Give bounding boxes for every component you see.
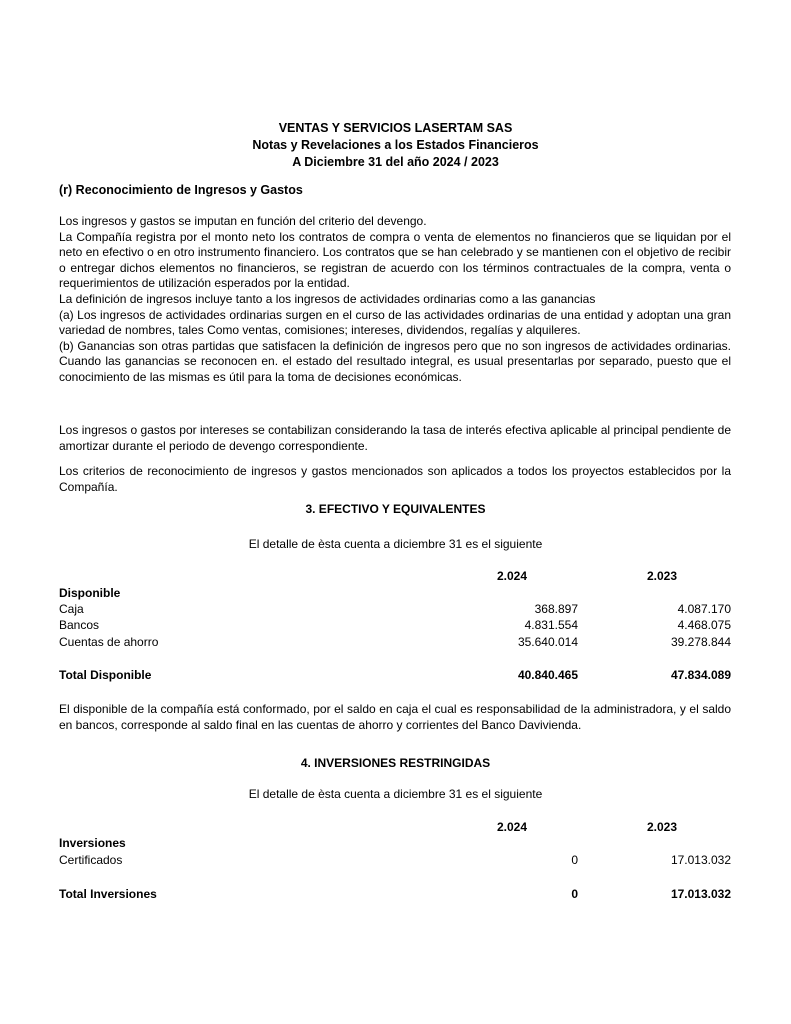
section-3-year-header [59, 568, 731, 584]
section-3-group-label [59, 585, 731, 601]
value-2023: 17.013.032 [670, 853, 731, 867]
section-3-title: 3. EFECTIVO Y EQUIVALENTES [305, 502, 486, 516]
paragraph: La Compañía registra por el monto neto los contratos de compra o venta de elementos no financieros que se liquidan por el neto en efectivo o en otro instrumento financiero. Los contratos que se han celebrado y se mantienen con el objetivo de recibir o entregar dichos elementos no financieros, se registran de acuerdo con los términos contractuales de la compra, venta o requerimientos de utilización esperados por la entidad. [59, 229, 731, 291]
total-label: Total Disponible [59, 668, 152, 682]
table-row [59, 634, 731, 650]
value-2023: 39.278.844 [670, 635, 731, 649]
section-4-year-header [59, 819, 731, 835]
section-4-group-label [59, 835, 731, 851]
year-2023-header: 2.023 [647, 569, 678, 583]
total-2023: 17.013.032 [670, 887, 731, 901]
total-2024: 0 [571, 887, 578, 901]
row-label: Bancos [59, 618, 100, 632]
paragraph: Los ingresos y gastos se imputan en función del criterio del devengo. [59, 214, 427, 228]
section-3-intro: El detalle de èsta cuenta a diciembre 31 es el siguiente [248, 537, 543, 551]
section-4-intro: El detalle de èsta cuenta a diciembre 31 es el siguiente [248, 787, 543, 801]
paragraph: (b) Ganancias son otras partidas que satisfacen la definición de ingresos pero que no son ingresos de actividades ordinarias. Cuando las ganancias se reconocen en. el estado del resultado integral, es usual presentarlas por separado, puesto que el conocimiento de las mismas es útil para la toma de decisiones económicas. [59, 338, 731, 384]
section-r-body [59, 214, 731, 386]
group-label: Inversiones [59, 836, 126, 850]
table-row [59, 852, 731, 868]
value-2024: 4.831.554 [524, 618, 578, 632]
value-2024: 35.640.014 [517, 635, 578, 649]
row-label: Cuentas de ahorro [59, 635, 159, 649]
year-2024-header: 2.024 [497, 820, 528, 834]
criteria-paragraph-block [59, 464, 731, 495]
total-row [59, 667, 731, 683]
value-2024: 0 [571, 853, 578, 867]
paragraph: Los criterios de reconocimiento de ingresos y gastos mencionados son aplicados a todos los proyectos establecidos por la Compañía. [59, 464, 731, 494]
interest-paragraph-block [59, 423, 731, 454]
table-row [59, 617, 731, 633]
section-r-title: (r) Reconocimiento de Ingresos y Gastos [59, 183, 303, 197]
value-2023: 4.468.075 [677, 618, 731, 632]
paragraph: Los ingresos o gastos por intereses se contabilizan considerando la tasa de interés efectiva aplicable al principal pendiente de amortizar durante el periodo de devengo correspondiente. [59, 423, 731, 453]
total-2023: 47.834.089 [670, 668, 731, 682]
document-subtitle: Notas y Revelaciones a los Estados Financieros [252, 138, 539, 152]
total-label: Total Inversiones [59, 887, 157, 901]
group-label: Disponible [59, 586, 121, 600]
row-label: Certificados [59, 853, 123, 867]
total-2024: 40.840.465 [517, 668, 578, 682]
paragraph: La definición de ingresos incluye tanto a los ingresos de actividades ordinarias como a las ganancias [59, 291, 596, 306]
value-2023: 4.087.170 [677, 602, 731, 616]
total-row [59, 886, 731, 902]
year-2024-header: 2.024 [497, 569, 528, 583]
table-row [59, 601, 731, 617]
section-3-note-block [59, 702, 731, 733]
document-date: A Diciembre 31 del año 2024 / 2023 [292, 155, 499, 169]
paragraph: (a) Los ingresos de actividades ordinarias surgen en el curso de las actividades ordinarias de una entidad y adoptan una gran variedad de nombres, tales Como ventas, comisiones; intereses, dividendos, regalías y alquileres. [59, 307, 731, 338]
row-label: Caja [59, 602, 84, 616]
paragraph: El disponible de la compañía está conformado, por el saldo en caja el cual es responsabilidad de la administradora, y el saldo en bancos, corresponde al saldo final en las cuentas de ahorro y corrientes del Banco Davivienda. [59, 702, 731, 732]
year-2023-header: 2.023 [647, 820, 678, 834]
section-4-title: 4. INVERSIONES RESTRINGIDAS [300, 756, 491, 770]
company-name: VENTAS Y SERVICIOS LASERTAM SAS [278, 121, 513, 135]
value-2024: 368.897 [534, 602, 578, 616]
